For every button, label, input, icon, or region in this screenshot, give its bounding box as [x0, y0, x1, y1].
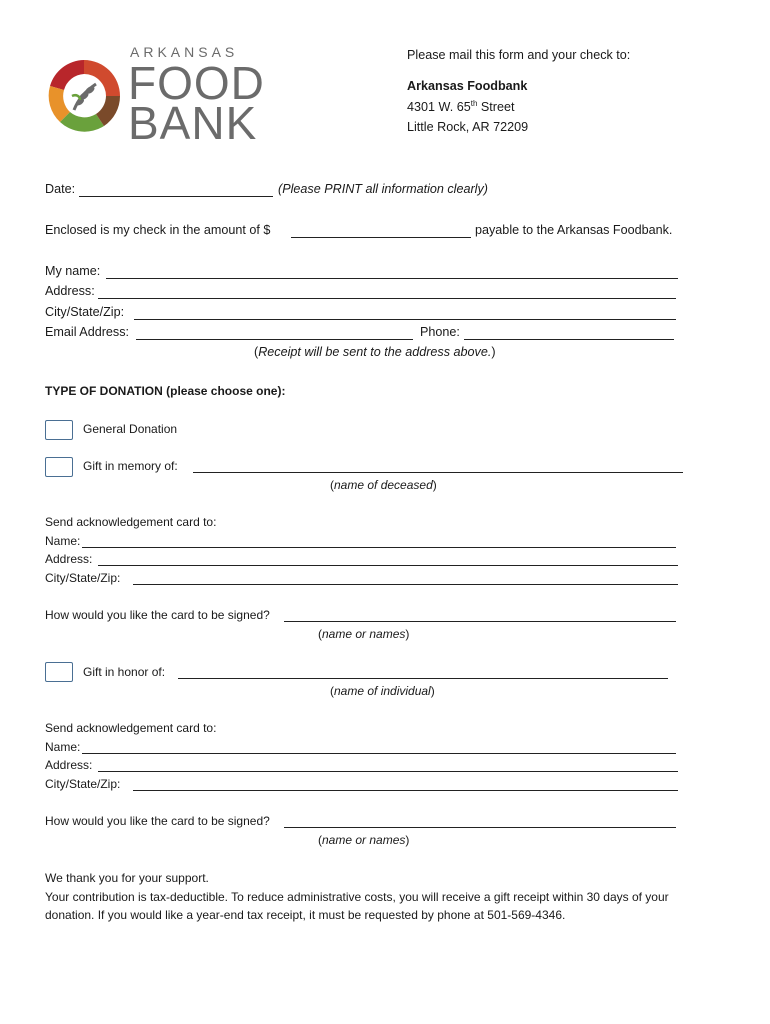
city-label: City/State/Zip:	[45, 305, 125, 319]
ack1-city-label: City/State/Zip:	[45, 571, 121, 585]
ack1-heading: Send acknowledgement card to:	[45, 515, 217, 529]
ack2-city-label: City/State/Zip:	[45, 777, 121, 791]
my-name-field[interactable]	[106, 278, 678, 279]
phone-field[interactable]	[464, 339, 674, 340]
ack2-signed-label: How would you like the card to be signed?	[45, 814, 270, 828]
email-label: Email Address:	[45, 325, 129, 339]
memory-gift-label: Gift in memory of:	[83, 459, 178, 473]
honor-gift-label: Gift in honor of:	[83, 665, 166, 679]
mail-street-sup: th	[470, 99, 478, 108]
donation-type-heading: TYPE OF DONATION (please choose one):	[45, 384, 286, 398]
memory-name-field[interactable]	[193, 472, 683, 473]
ack1-name-field[interactable]	[82, 547, 676, 548]
mail-city: Little Rock, AR 72209	[407, 120, 529, 134]
tax-text-line2: donation. If you would like a year-end tax receipt, it must be requested by phone at 501-569-4346.	[45, 908, 566, 922]
food-bank-logo-icon	[44, 56, 124, 136]
ack2-name-field[interactable]	[82, 753, 676, 754]
honor-name-field[interactable]	[178, 678, 668, 679]
memory-note: (name of deceased)	[330, 478, 437, 492]
receipt-note: (Receipt will be sent to the address above.)	[254, 345, 496, 359]
phone-label: Phone:	[420, 325, 460, 339]
mail-street-number: 4301 W. 65	[407, 100, 471, 115]
memory-gift-checkbox[interactable]	[45, 457, 73, 477]
logo-food-text: FOOD	[128, 57, 265, 109]
ack1-signed-label: How would you like the card to be signed?	[45, 608, 270, 622]
general-donation-label: General Donation	[83, 422, 178, 436]
ack1-signed-note-text: name or names	[322, 627, 406, 641]
address-label: Address:	[45, 284, 95, 298]
ack2-heading: Send acknowledgement card to:	[45, 721, 217, 735]
ack2-address-field[interactable]	[98, 771, 678, 772]
logo-arkansas-text: ARKANSAS	[130, 44, 239, 60]
receipt-note-text: Receipt will be sent to the address above.	[258, 345, 492, 359]
ack1-city-field[interactable]	[133, 584, 678, 585]
amount-field[interactable]	[291, 237, 471, 238]
my-name-label: My name:	[45, 264, 101, 278]
honor-note-text: name of individual	[334, 684, 431, 698]
honor-gift-checkbox[interactable]	[45, 662, 73, 682]
mail-street-name: Street	[477, 100, 515, 115]
mail-street	[407, 99, 515, 114]
ack2-signed-note: (name or names)	[318, 833, 410, 847]
payable-text: payable to the Arkansas Foodbank.	[475, 223, 673, 237]
ack1-signed-field[interactable]	[284, 621, 676, 622]
ack2-signed-field[interactable]	[284, 827, 676, 828]
thanks-text: We thank you for your support.	[45, 871, 209, 885]
ack2-name-label: Name:	[45, 740, 81, 754]
print-note: (Please PRINT all information clearly)	[278, 182, 488, 196]
logo	[44, 44, 265, 149]
ack2-address-label: Address:	[45, 758, 93, 772]
tax-text-line1: Your contribution is tax-deductible. To reduce administrative costs, you will receive a gift receipt within 30 days of your	[45, 890, 669, 904]
logo-bank-text: BANK	[128, 97, 258, 149]
ack1-signed-note: (name or names)	[318, 627, 410, 641]
date-label: Date:	[45, 182, 76, 196]
enclosed-label: Enclosed is my check in the amount of $	[45, 223, 271, 237]
mail-intro: Please mail this form and your check to:	[407, 48, 631, 62]
mail-org: Arkansas Foodbank	[407, 79, 528, 93]
city-field[interactable]	[134, 319, 676, 320]
ack1-name-label: Name:	[45, 534, 81, 548]
ack1-address-label: Address:	[45, 552, 93, 566]
date-field[interactable]	[79, 196, 273, 197]
honor-note: (name of individual)	[330, 684, 435, 698]
memory-note-text: name of deceased	[334, 478, 433, 492]
ack2-city-field[interactable]	[133, 790, 678, 791]
email-field[interactable]	[136, 339, 413, 340]
general-donation-checkbox[interactable]	[45, 420, 73, 440]
ack1-address-field[interactable]	[98, 565, 678, 566]
address-field[interactable]	[98, 298, 676, 299]
ack2-signed-note-text: name or names	[322, 833, 406, 847]
